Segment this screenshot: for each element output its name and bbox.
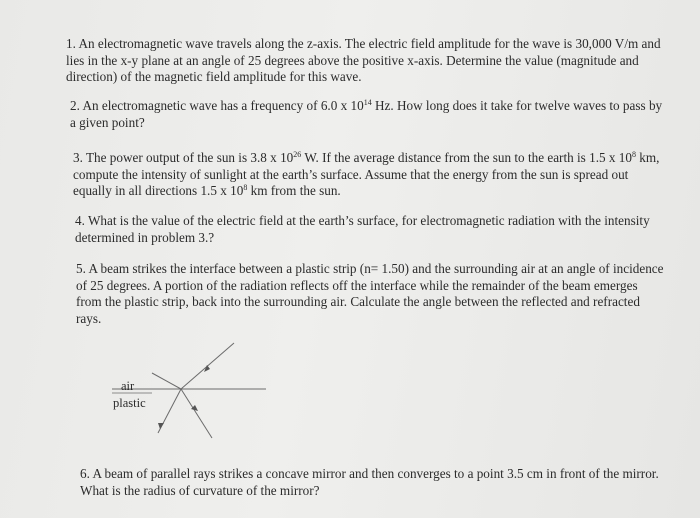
question-5-text bbox=[76, 261, 666, 327]
question-2-body-a: An electromagnetic wave has a frequency of 6.0 x 10 bbox=[82, 98, 364, 113]
question-3-text bbox=[73, 150, 663, 200]
question-1-text bbox=[66, 36, 666, 86]
question-3-exponent-b: 8 bbox=[631, 150, 636, 159]
air-label: air bbox=[121, 379, 135, 393]
plastic-label: plastic bbox=[113, 396, 146, 410]
question-1-body: An electromagnetic wave travels along the z-axis. The electric field amplitude for the wave is 30,000 V/m and lies in the x-y plane at an angle of 25 degrees above the positive x-axis. Determine the value (magnitude and direction) of the magnetic field amplitude for this wave. bbox=[66, 36, 661, 84]
question-2 bbox=[70, 98, 670, 131]
question-6-text bbox=[80, 466, 660, 499]
question-3-body-a: The power output of the sun is 3.8 x 10 bbox=[85, 150, 294, 165]
question-2-number: 2. bbox=[70, 98, 80, 113]
question-3-number: 3. bbox=[73, 150, 83, 165]
question-4 bbox=[75, 213, 665, 246]
question-4-body: What is the value of the electric field at the earth’s surface, for electromagnetic radiation with the intensity determined in problem 3.? bbox=[75, 213, 650, 245]
question-2-body-b: Hz. How long does it take for twelve waves to pass by a given point? bbox=[70, 98, 663, 130]
question-1 bbox=[66, 36, 666, 86]
question-2-text bbox=[70, 98, 670, 131]
question-3-body-b: W. If the average distance from the sun to the earth is 1.5 x 10 bbox=[301, 150, 632, 165]
question-5-body: A beam strikes the interface between a plastic strip (n= 1.50) and the surrounding air at an angle of incidence of 25 degrees. A portion of the radiation reflects off the interface while the remainder of the beam emerges from the plastic strip, back into the surrounding air. Calculate the angle between the reflected and refracted rays. bbox=[76, 261, 664, 326]
question-1-number: 1. bbox=[66, 36, 76, 51]
question-3 bbox=[73, 150, 663, 200]
question-4-text bbox=[75, 213, 665, 246]
question-3-body-d: km from the sun. bbox=[247, 183, 341, 198]
refracted-ray-in-plastic bbox=[181, 389, 212, 438]
question-6-body: A beam of parallel rays strikes a concave mirror and then converges to a point 3.5 cm in front of the mirror. What is the radius of curvature of the mirror? bbox=[80, 466, 659, 498]
question-2-exponent: 14 bbox=[363, 98, 372, 107]
question-6-number: 6. bbox=[80, 466, 90, 481]
question-3-exponent-a: 26 bbox=[293, 150, 302, 159]
question-4-number: 4. bbox=[75, 213, 85, 228]
reflected-ray bbox=[152, 373, 181, 389]
question-3-body-c: km, compute the intensity of sunlight at the earth’s surface. Assume that the energy from the sun is spread out equally in all directions 1.5 x 10 bbox=[73, 150, 660, 198]
question-3-exponent-c: 8 bbox=[243, 183, 248, 192]
question-6 bbox=[80, 466, 660, 499]
question-5 bbox=[76, 261, 666, 327]
question-5-number: 5. bbox=[76, 261, 86, 276]
